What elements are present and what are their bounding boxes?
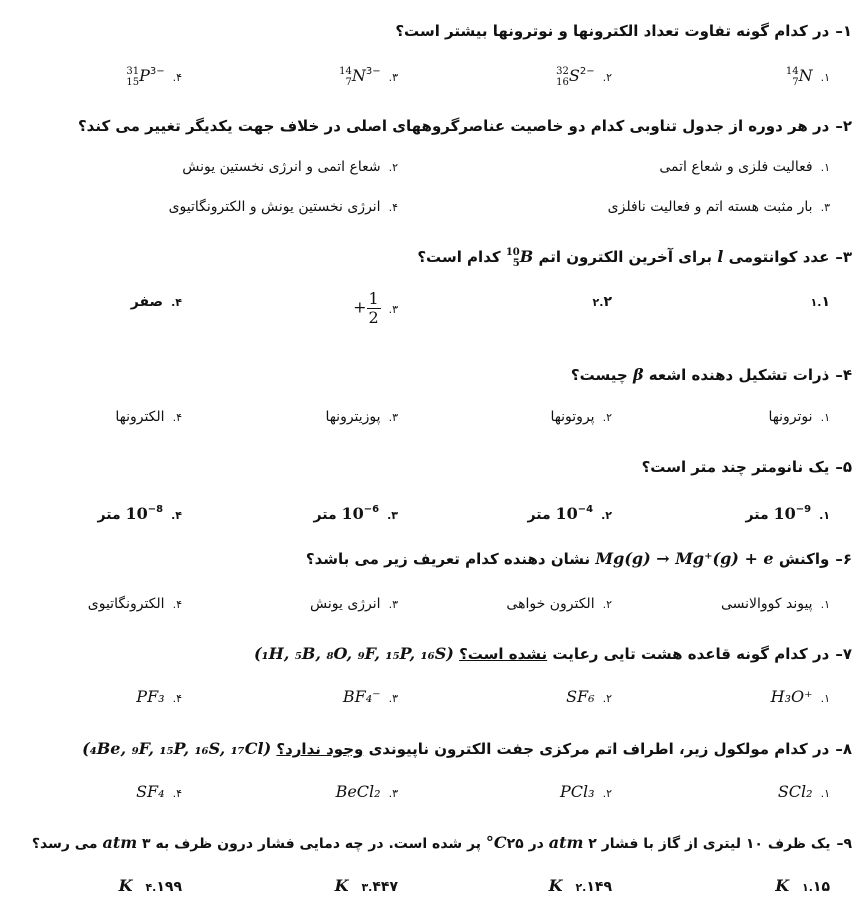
nuclide: 14 7 $N^{3-}$ <box>339 66 381 88</box>
option-1[interactable]: ۱.پیوند کووالانسی <box>720 596 830 612</box>
question-text: در کدام گونه تفاوت تعداد الکترونها و نوترونها بیشتر است؟ <box>395 22 830 40</box>
option-4[interactable]: ۴.PF₃ <box>136 687 182 706</box>
question-8: ۸–در کدام مولکول زیر، اطراف اتم مرکزی جفت الکترون ناپیوندی وجود ندارد؟ (₄Be, ₉F, ₁₅P, ₁₆S, ₁₇Cl) <box>82 739 852 758</box>
option-2[interactable]: ۲.۲ <box>592 294 612 310</box>
option-3[interactable]: $۳.10^{-6}$ متر <box>313 504 398 523</box>
option-2[interactable]: ۲.الکترون خواهی <box>506 596 612 612</box>
option-1[interactable]: ۱.۱ <box>810 294 830 310</box>
element-list: (₄Be, ₉F, ₁₅P, ₁₆S, ₁₇Cl) <box>82 739 272 758</box>
option-3[interactable]: ۳. 14 7 $N^{3-}$ <box>339 60 398 90</box>
option-2[interactable]: ۲.۱۴۹ K <box>548 876 612 895</box>
option-2[interactable]: ۲.PCl₃ <box>560 782 612 801</box>
beta-symbol: β <box>632 365 644 384</box>
option-3[interactable]: ۳.BF₄⁻ <box>342 687 398 706</box>
question-1 <box>10 20 852 42</box>
options-row-5 <box>0 498 868 526</box>
options-row-2a <box>0 155 868 183</box>
nuclide: 32 16 $S^{2-}$ <box>556 66 595 88</box>
options-row-2b <box>0 195 868 223</box>
fraction: $\frac{1}{2}$ <box>368 289 379 327</box>
option-2[interactable]: $۲.10^{-4}$ متر <box>527 504 612 523</box>
option-4[interactable]: ۴.الکترونها <box>115 409 182 425</box>
question-7: ۷–در کدام گونه قاعده هشت تایی رعایت نشده است؟ (₁H, ₅B, ₈O, ₉F, ₁₅P, ₁₆S) <box>254 644 852 663</box>
option-3[interactable]: ۳.۴۴۷ K <box>334 876 398 895</box>
nuclide: 14 7 N <box>785 66 813 88</box>
option-1[interactable]: ۱.نوترونها <box>768 409 830 425</box>
element-list: (₁H, ₅B, ₈O, ₉F, ₁₅P, ₁₆S) <box>254 644 454 663</box>
option-4[interactable]: $۴.10^{-8}$ متر <box>97 504 182 523</box>
option-2[interactable]: ۲. 32 16 $S^{2-}$ <box>556 60 612 90</box>
option-4[interactable]: ۴.صفر <box>130 294 182 310</box>
question-2 <box>10 115 852 137</box>
options-row-9 <box>0 874 868 902</box>
option-4[interactable]: ۴.انرژی نخستین یونش و الکترونگاتیوی <box>168 199 398 215</box>
option-1[interactable]: ۱.فعالیت فلزی و شعاع اتمی <box>659 159 830 175</box>
option-2[interactable]: ۲.شعاع اتمی و انرژی نخستین یونش <box>182 159 398 175</box>
option-3[interactable]: ۳.انرژی یونش <box>310 596 398 612</box>
question-5: ۵–یک نانومتر چند متر است؟ <box>641 458 852 476</box>
options-row-4 <box>0 405 868 433</box>
option-1[interactable]: ۱.H₃O⁺ <box>770 687 830 706</box>
option-1[interactable]: ۱.SCl₂ <box>777 782 830 801</box>
option-2[interactable]: ۲.SF₆ <box>566 687 612 706</box>
option-1[interactable]: ۱. 14 7 N <box>786 60 830 90</box>
question-4: ۴–ذرات تشکیل دهنده اشعه β چیست؟ <box>570 365 852 384</box>
options-row-6 <box>0 592 868 620</box>
options-row-3 <box>0 289 868 327</box>
option-2[interactable]: ۲.پروتونها <box>550 409 612 425</box>
option-1[interactable]: $۱.10^{-9}$ متر <box>745 504 830 523</box>
options-row-8 <box>0 780 868 808</box>
option-4[interactable]: ۴.الکترونگاتیوی <box>87 596 182 612</box>
option-4[interactable]: ۴. 31 15 $P^{3-}$ <box>126 60 182 90</box>
question-6: ۶–واکنش Mg(g) → Mg⁺(g) + e نشان دهنده کدام تعریف زیر می باشد؟ <box>305 549 852 568</box>
question-number: ۲– <box>835 117 852 135</box>
option-3[interactable]: ۳.بار مثبت هسته اتم و فعالیت نافلزی <box>607 199 830 215</box>
question-3: ۳–عدد کوانتومی l برای آخرین الکترون اتم 10 5 B کدام است؟ <box>417 246 852 269</box>
options-row-1 <box>0 60 868 88</box>
option-3[interactable]: ۳.BeCl₂ <box>335 782 398 801</box>
options-row-7 <box>0 685 868 713</box>
question-text: در هر دوره از جدول تناوبی کدام دو خاصیت عناصرگروههای اصلی در خلاف جهت یکدیگر تغییر می کند؟ <box>77 117 830 135</box>
question-number: ۱– <box>835 22 852 40</box>
option-4[interactable]: ۴.۱۹۹ K <box>118 876 182 895</box>
option-4[interactable]: ۴.SF₄ <box>136 782 182 801</box>
question-9: ۹–یک ظرف ۱۰ لیتری از گاز با فشار atm ۲ در ۲۵°C پر شده است. در چه دمایی فشار درون ظرف به atm ۳ می رسد؟ <box>31 833 852 852</box>
option-3[interactable]: ۳.+ $\frac{1}{2}$ <box>353 289 398 327</box>
option-1[interactable]: ۱.۱۵ K <box>775 876 830 895</box>
reaction-equation: Mg(g) → Mg⁺(g) + e <box>595 549 774 568</box>
option-3[interactable]: ۳.پوزیترونها <box>325 409 398 425</box>
nuclide: 10 5 B <box>505 246 534 269</box>
nuclide: 31 15 $P^{3-}$ <box>126 66 165 88</box>
quantum-l-symbol: l <box>717 247 724 266</box>
